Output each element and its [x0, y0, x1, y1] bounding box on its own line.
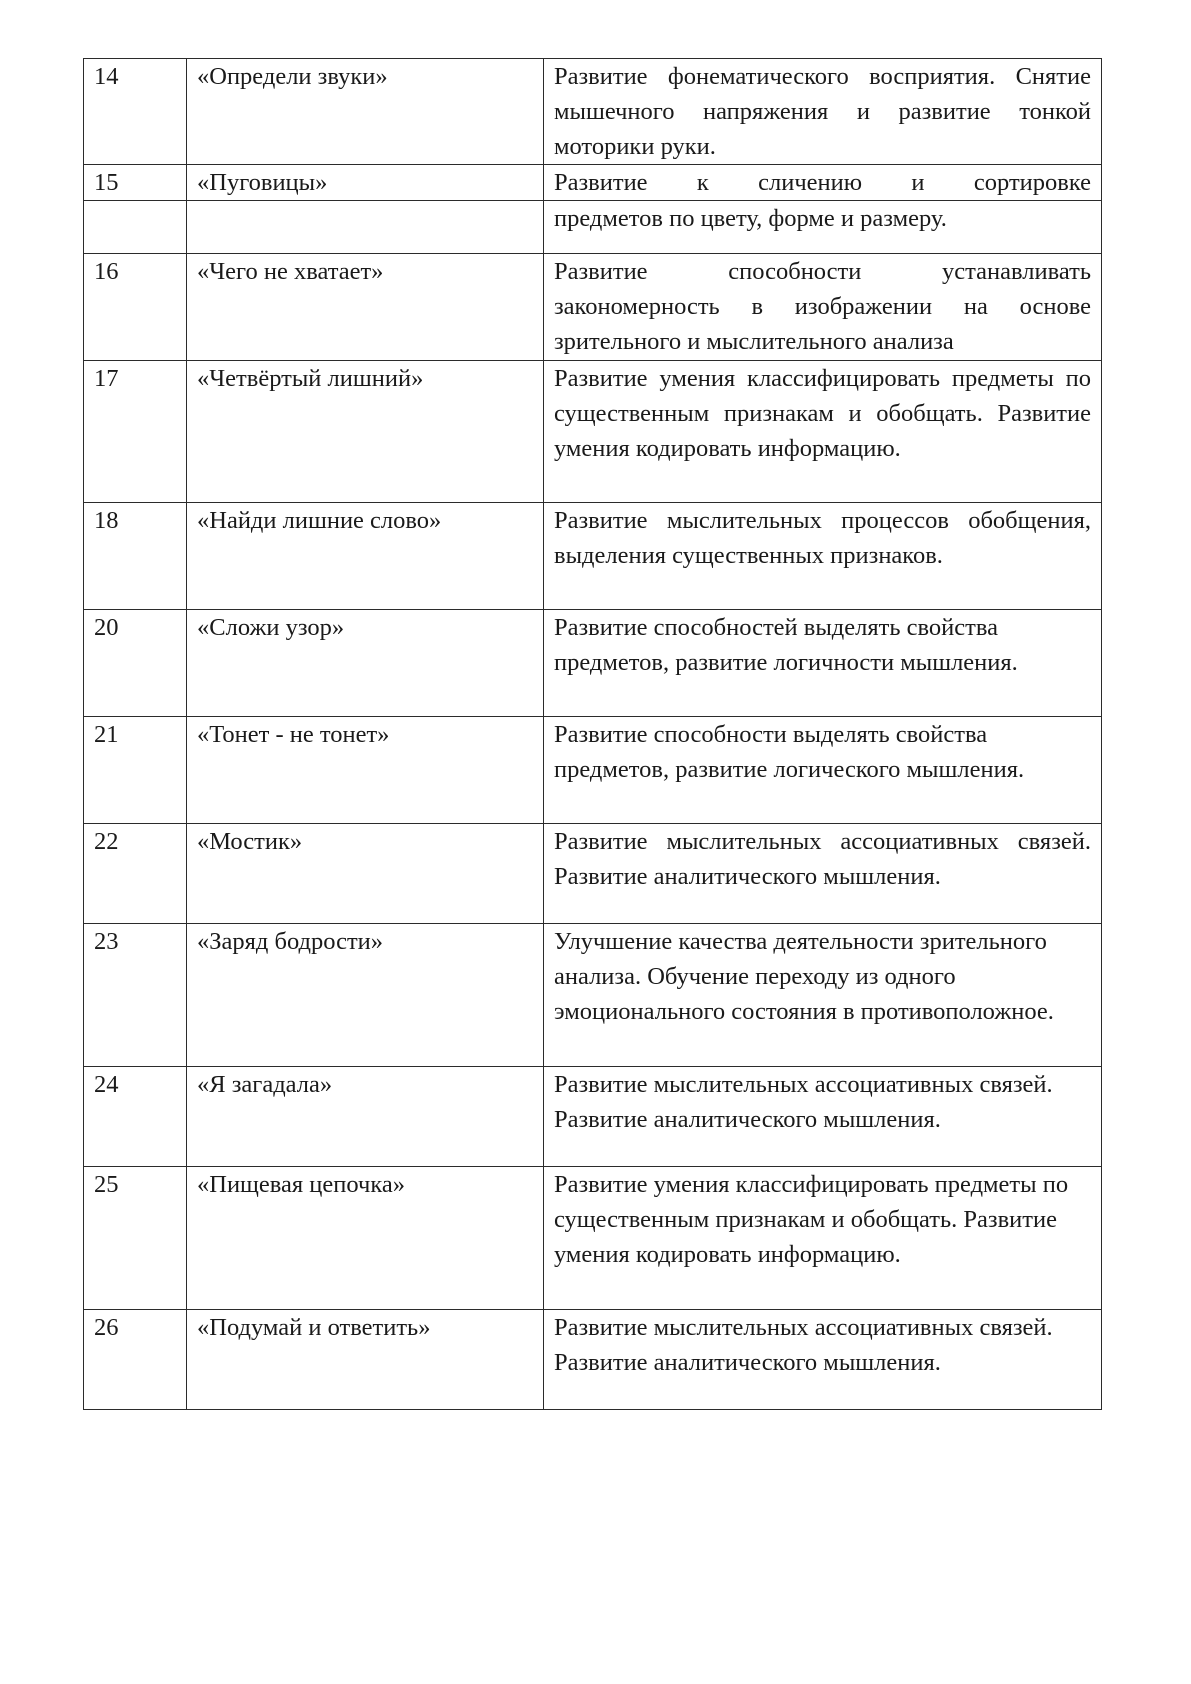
game-description: Развитие умения классифицировать предметы по существенным признакам и обобщать. Развитие умения кодировать информацию. — [544, 1167, 1102, 1310]
game-name: «Сложи узор» — [187, 610, 544, 717]
game-name: «Пуговицы» — [187, 165, 544, 201]
table-row — [84, 503, 1102, 610]
game-description: Развитие мыслительных ассоциативных связей. Развитие аналитического мышления. — [544, 824, 1102, 924]
game-description: Развитие мыслительных процессов обобщения, выделения существенных признаков. — [544, 503, 1102, 610]
table-row — [84, 924, 1102, 1067]
row-number: 18 — [84, 503, 187, 610]
table-row — [84, 824, 1102, 924]
row-number: 16 — [84, 254, 187, 361]
table-row — [84, 361, 1102, 503]
game-description: Развитие мыслительных ассоциативных связей. Развитие аналитического мышления. — [544, 1067, 1102, 1167]
game-name — [187, 201, 544, 254]
game-name: «Четвёртый лишний» — [187, 361, 544, 503]
table-row — [84, 1167, 1102, 1310]
game-name: «Я загадала» — [187, 1067, 544, 1167]
table-row — [84, 165, 1102, 201]
row-number: 26 — [84, 1310, 187, 1410]
game-name: «Найди лишние слово» — [187, 503, 544, 610]
game-description: Улучшение качества деятельности зрительного анализа. Обучение переходу из одного эмоционального состояния в противоположное. — [544, 924, 1102, 1067]
row-number: 23 — [84, 924, 187, 1067]
game-description: Развитие способности устанавливать закономерность в изображении на основе зрительного и мыслительного анализа — [544, 254, 1102, 361]
game-name: «Тонет - не тонет» — [187, 717, 544, 824]
table-row — [84, 610, 1102, 717]
row-number: 15 — [84, 165, 187, 201]
games-table — [83, 58, 1102, 1410]
row-number: 17 — [84, 361, 187, 503]
game-description: Развитие фонематического восприятия. Снятие мышечного напряжения и развитие тонкой моторики руки. — [544, 59, 1102, 165]
game-description: Развитие способности выделять свойства предметов, развитие логического мышления. — [544, 717, 1102, 824]
game-description: Развитие мыслительных ассоциативных связей. Развитие аналитического мышления. — [544, 1310, 1102, 1410]
table-row — [84, 59, 1102, 165]
table-row — [84, 717, 1102, 824]
game-name: «Мостик» — [187, 824, 544, 924]
row-number: 24 — [84, 1067, 187, 1167]
game-description: Развитие к сличению и сортировке — [544, 165, 1102, 201]
game-name: «Подумай и ответить» — [187, 1310, 544, 1410]
game-description: Развитие способностей выделять свойства предметов, развитие логичности мышления. — [544, 610, 1102, 717]
table-row — [84, 1067, 1102, 1167]
game-description: предметов по цвету, форме и размеру. — [544, 201, 1102, 254]
row-number: 22 — [84, 824, 187, 924]
table-row — [84, 201, 1102, 254]
game-description: Развитие умения классифицировать предметы по существенным признакам и обобщать. Развитие умения кодировать информацию. — [544, 361, 1102, 503]
row-number: 21 — [84, 717, 187, 824]
game-name: «Пищевая цепочка» — [187, 1167, 544, 1310]
game-name: «Определи звуки» — [187, 59, 544, 165]
row-number: 20 — [84, 610, 187, 717]
game-name: «Чего не хватает» — [187, 254, 544, 361]
table-row — [84, 1310, 1102, 1410]
table-row — [84, 254, 1102, 361]
row-number — [84, 201, 187, 254]
row-number: 14 — [84, 59, 187, 165]
game-name: «Заряд бодрости» — [187, 924, 544, 1067]
row-number: 25 — [84, 1167, 187, 1310]
